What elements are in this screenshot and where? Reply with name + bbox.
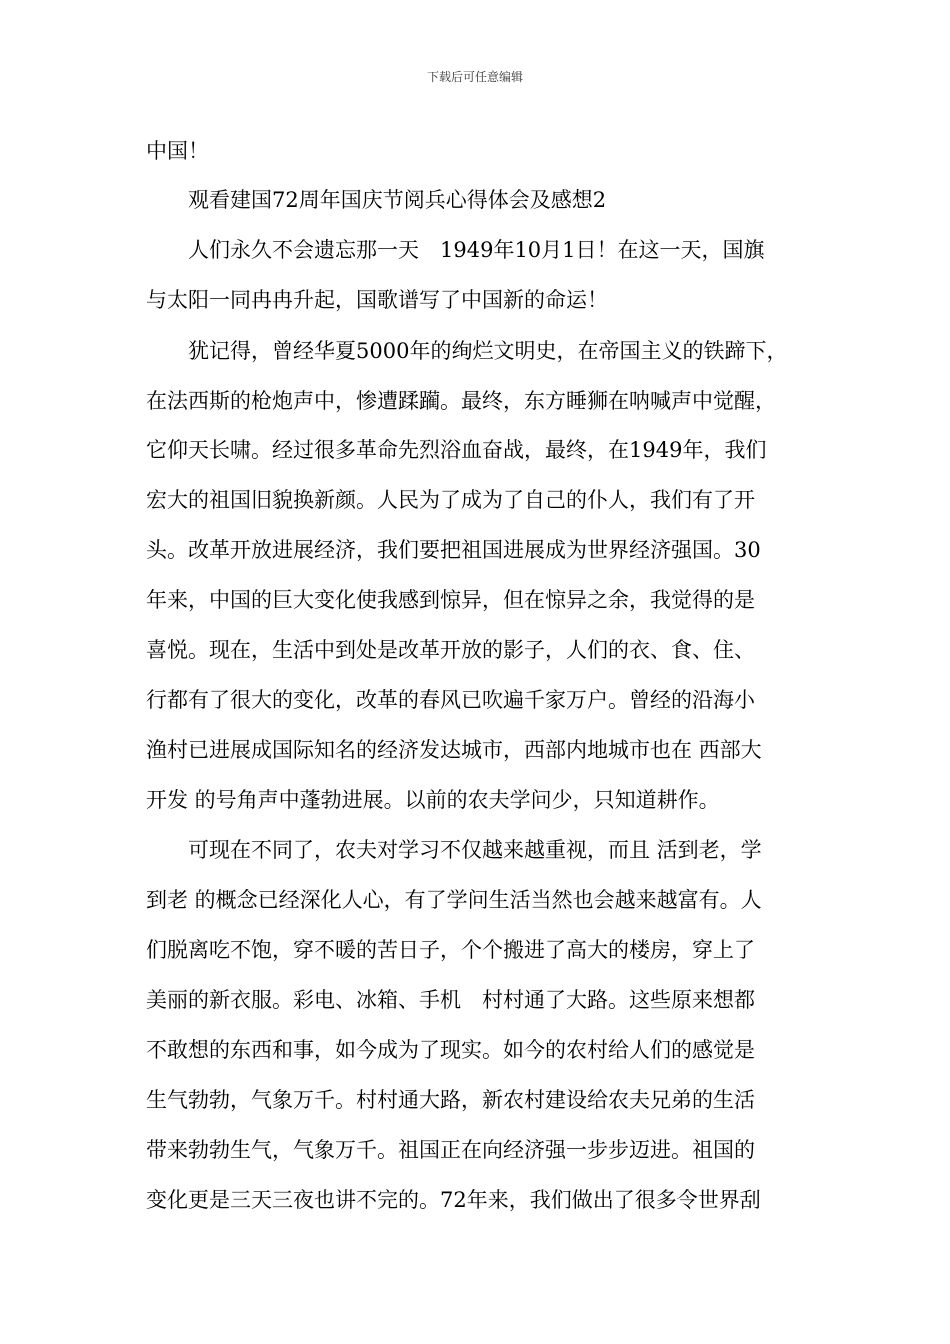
text-line: 变化更是三天三夜也讲不完的。72年来，我们做出了很多令世界刮 — [146, 1188, 761, 1212]
text-line: 美丽的新衣服。彩电、冰箱、手机 村村通了大路。这些原来想都 — [146, 988, 755, 1012]
text-line: 头。改革开放进展经济，我们要把祖国进展成为世界经济强国。30 — [146, 538, 761, 562]
text-line: 中国！ — [146, 139, 209, 163]
text-line: 生气勃勃，气象万千。村村通大路，新农村建设给农夫兄弟的生活 — [146, 1088, 755, 1112]
text-line: 可现在不同了，农夫对学习不仅越来越重视，而且 活到老，学 — [146, 838, 762, 862]
text-line: 们脱离吃不饱，穿不暖的苦日子，个个搬进了高大的楼房，穿上了 — [146, 938, 755, 962]
text-line: 犹记得，曾经华夏5000年的绚烂文明史，在帝国主义的铁蹄下， — [146, 339, 788, 363]
text-line: 开发 的号角声中蓬勃进展。以前的农夫学问少，只知道耕作。 — [146, 788, 720, 812]
text-line: 它仰天长啸。经过很多革命先烈浴血奋战，最终，在1949年，我们 — [146, 438, 767, 462]
text-line: 到老 的概念已经深化人心，有了学问生活当然也会越来越富有。人 — [146, 888, 762, 912]
text-line: 带来勃勃生气，气象万千。祖国正在向经济强一步步迈进。祖国的 — [146, 1138, 755, 1162]
text-line: 行都有了很大的变化，改革的春风已吹遍千家万户。曾经的沿海小 — [146, 688, 755, 712]
section-title: 观看建国72周年国庆节阅兵心得体会及感想2 — [146, 188, 607, 212]
text-line: 宏大的祖国旧貌换新颜。人民为了成为了自己的仆人，我们有了开 — [146, 488, 755, 512]
page-header: 下载后可任意编辑 — [426, 70, 523, 84]
text-line: 在法西斯的枪炮声中，惨遭蹂躏。最终，东方睡狮在呐喊声中觉醒， — [146, 389, 776, 413]
text-line: 年来，中国的巨大变化使我感到惊异，但在惊异之余，我觉得的是 — [146, 588, 755, 612]
text-line: 不敢想的东西和事，如今成为了现实。如今的农村给人们的感觉是 — [146, 1038, 755, 1062]
text-line: 人们永久不会遗忘那一天 1949年10月1日！在这一天，国旗 — [146, 238, 765, 262]
text-line: 喜悦。现在，生活中到处是改革开放的影子，人们的衣、食、住、 — [146, 638, 755, 662]
text-line: 与太阳一同冉冉升起，国歌谱写了中国新的命运！ — [146, 288, 608, 312]
text-line: 渔村已进展成国际知名的经济发达城市，西部内地城市也在 西部大 — [146, 738, 762, 762]
